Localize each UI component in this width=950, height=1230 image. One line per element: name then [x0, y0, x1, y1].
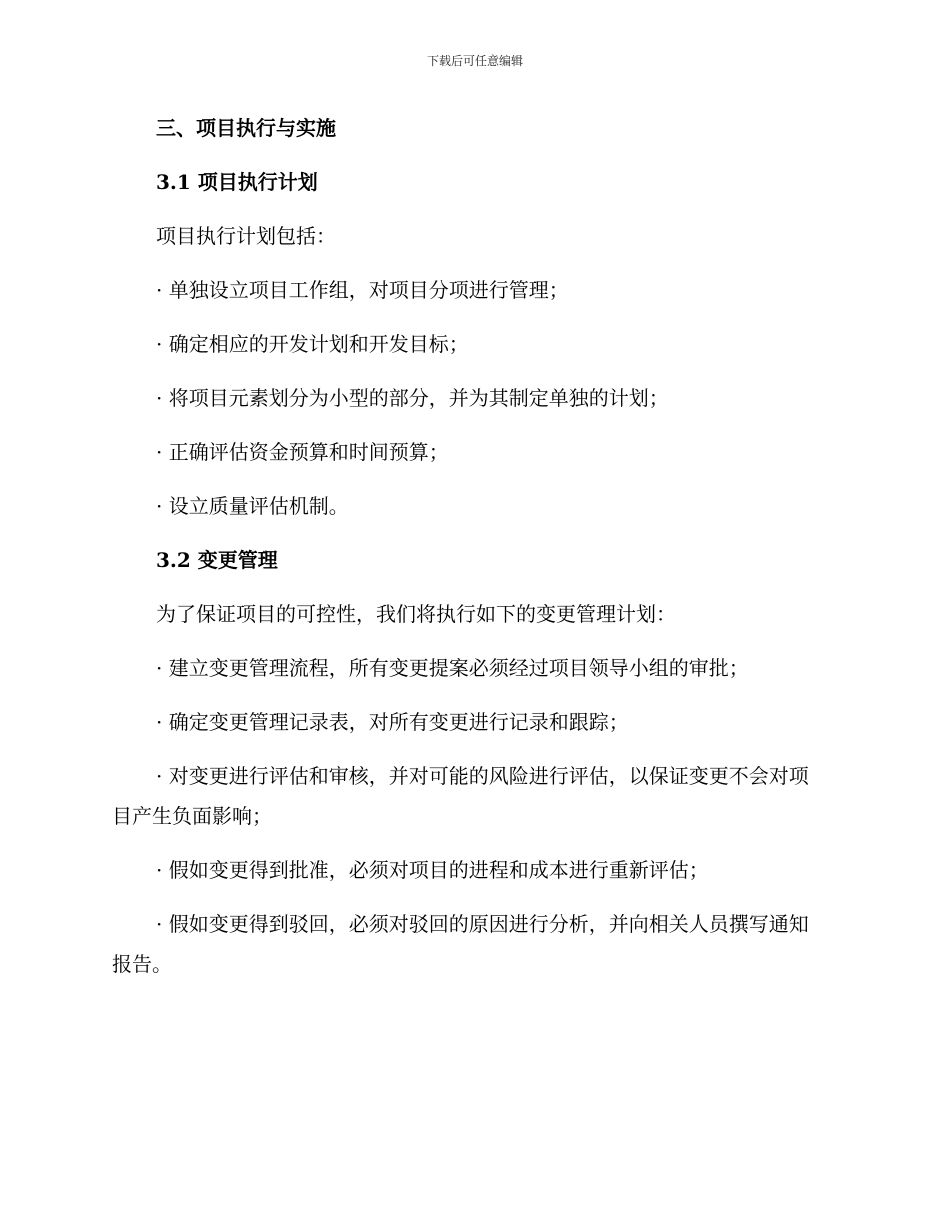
list-item: · 确定相应的开发计划和开发目标；	[156, 332, 469, 356]
list-item: · 单独设立项目工作组，对项目分项进行管理；	[156, 278, 569, 302]
paragraph-intro-3-2: 为了保证项目的可控性，我们将执行如下的变更管理计划：	[156, 602, 676, 626]
list-item: · 假如变更得到批准，必须对项目的进程和成本进行重新评估；	[156, 858, 709, 882]
list-item: · 对变更进行评估和审核，并对可能的风险进行评估，以保证变更不会对项目产生负面影响；	[112, 764, 809, 828]
subsection-title-3-1: 3.1 项目执行计划	[156, 170, 318, 194]
list-item: · 正确评估资金预算和时间预算；	[156, 440, 449, 464]
list-item: · 确定变更管理记录表，对所有变更进行记录和跟踪；	[156, 710, 629, 734]
subsection-title-3-2: 3.2 变更管理	[156, 548, 278, 572]
list-item: · 假如变更得到驳回，必须对驳回的原因进行分析，并向相关人员撰写通知报告。	[112, 912, 809, 976]
document-body	[112, 108, 822, 998]
list-item: · 建立变更管理流程，所有变更提案必须经过项目领导小组的审批；	[156, 656, 749, 680]
section-title: 三、项目执行与实施	[156, 116, 336, 140]
header-note: 下载后可任意编辑	[426, 54, 523, 68]
list-item: · 设立质量评估机制。	[156, 494, 349, 518]
paragraph-intro-3-1: 项目执行计划包括：	[156, 224, 336, 248]
list-item: · 将项目元素划分为小型的部分，并为其制定单独的计划；	[156, 386, 669, 410]
